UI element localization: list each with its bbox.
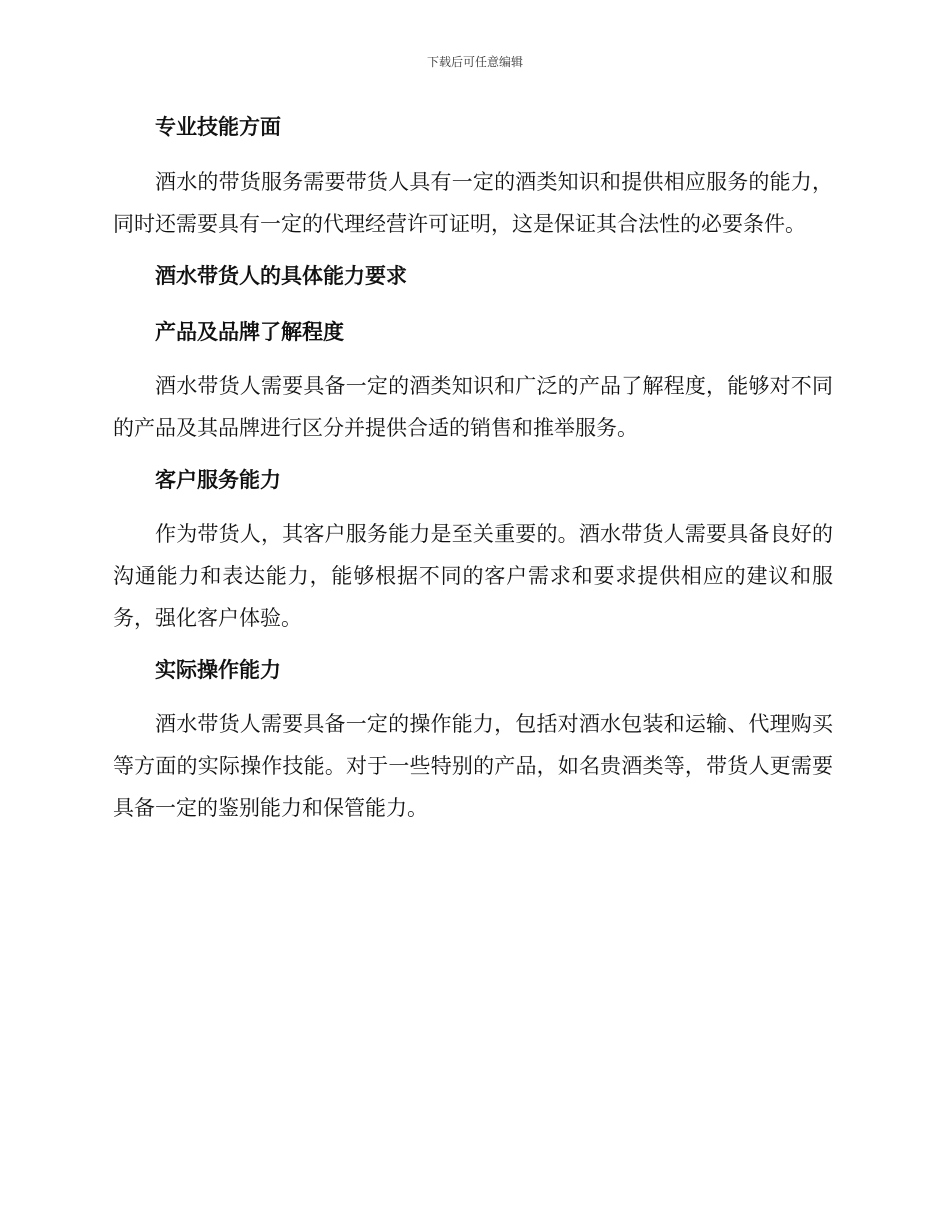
section-heading-practical-operation: 实际操作能力 [155,658,281,682]
section-heading-professional-skills: 专业技能方面 [155,115,281,139]
section-paragraph-professional-skills: 酒水的带货服务需要带货人具有一定的酒类知识和提供相应服务的能力，同时还需要具有一定的代理经营许可证明，这是保证其合法性的必要条件。 [113,170,833,236]
section-heading-ability-requirements: 酒水带货人的具体能力要求 [155,264,407,288]
page-header: 下载后可任意编辑 [426,55,523,69]
document-body [113,108,833,829]
section-paragraph-product-knowledge: 酒水带货人需要具备一定的酒类知识和广泛的产品了解程度，能够对不同的产品及其品牌进行区分并提供合适的销售和推举服务。 [113,374,833,440]
section-heading-customer-service: 客户服务能力 [155,468,281,492]
section-heading-product-knowledge: 产品及品牌了解程度 [155,320,344,344]
section-paragraph-customer-service: 作为带货人，其客户服务能力是至关重要的。酒水带货人需要具备良好的沟通能力和表达能力，能够根据不同的客户需求和要求提供相应的建议和服务，强化客户体验。 [113,522,833,630]
section-paragraph-practical-operation: 酒水带货人需要具备一定的操作能力，包括对酒水包装和运输、代理购买等方面的实际操作技能。对于一些特别的产品，如名贵酒类等，带货人更需要具备一定的鉴别能力和保管能力。 [113,712,833,820]
